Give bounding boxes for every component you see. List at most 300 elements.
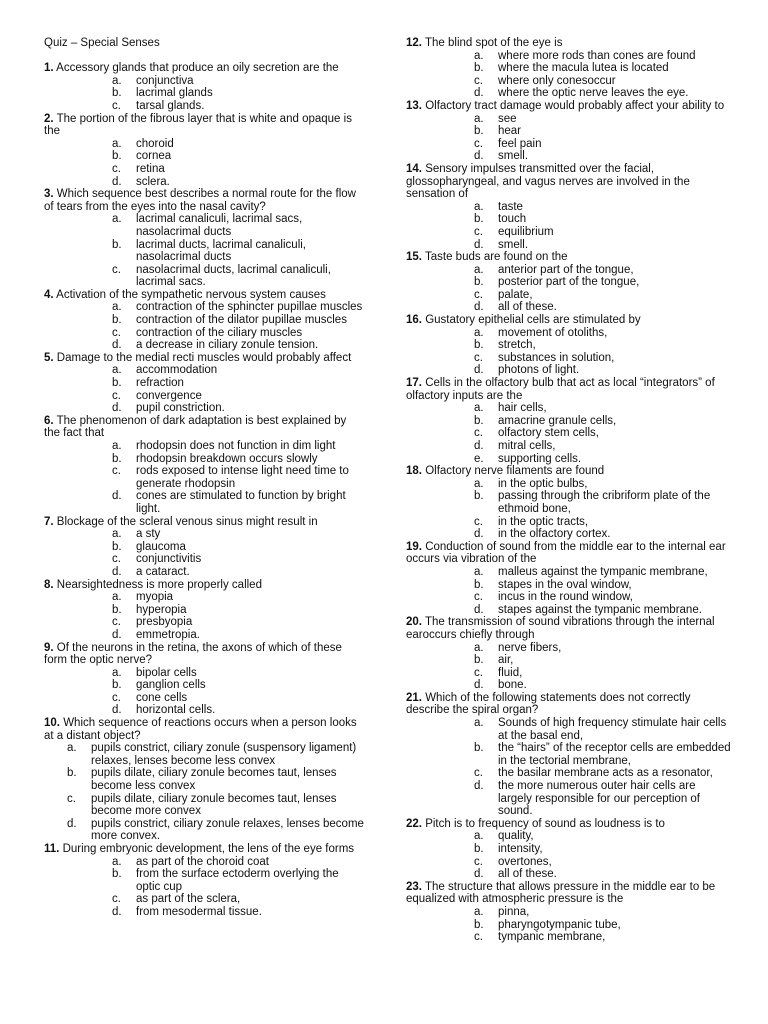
option-letter: d. (112, 339, 122, 352)
answer-option (112, 553, 364, 566)
option-letter: c. (112, 691, 121, 704)
answer-option (67, 767, 364, 792)
option-letter: b. (474, 414, 484, 427)
option-text: choroid (136, 137, 174, 150)
option-text: palate, (498, 288, 533, 301)
question-text: During embryonic development, the lens of the eye forms (62, 843, 355, 855)
question-12 (406, 37, 732, 100)
question-text: Cells in the olfactory bulb that act as local “integrators” of olfactory inputs are the (406, 377, 715, 402)
option-text: Sounds of high frequency stimulate hair cells at the basal end, (498, 717, 727, 742)
option-letter: d. (112, 175, 122, 188)
answer-option (474, 226, 732, 239)
answer-option (474, 125, 732, 138)
option-text: as part of the choroid coat (136, 855, 269, 868)
question-text: Damage to the medial recti muscles would probably affect (56, 351, 352, 364)
question-text: Which of the following statements does not correctly describe the spiral organ? (406, 691, 691, 717)
question-stem (44, 352, 364, 365)
question-number: 4. (44, 288, 54, 301)
answer-option (474, 87, 732, 100)
question-6 (44, 415, 364, 516)
option-letter: b. (474, 339, 484, 352)
answer-options (406, 201, 732, 251)
question-21 (406, 692, 732, 818)
option-letter: c. (112, 389, 121, 402)
option-letter: d. (474, 238, 484, 251)
option-letter: d. (474, 364, 484, 377)
option-letter: c. (67, 792, 76, 805)
answer-options (44, 440, 364, 516)
answer-options (44, 528, 364, 578)
option-text: olfactory stem cells, (498, 427, 599, 440)
option-letter: c. (474, 591, 483, 604)
option-text: conjunctiva (136, 74, 194, 87)
answer-option (474, 427, 732, 440)
option-text: cornea (136, 150, 172, 163)
answer-option (474, 289, 732, 302)
option-text: rods exposed to intense light need time to generate rhodopsin (136, 465, 349, 490)
question-text: Nearsightedness is more properly called (56, 578, 262, 591)
option-text: as part of the sclera, (136, 893, 241, 906)
answer-option (474, 138, 732, 151)
question-number: 12. (406, 37, 422, 49)
answer-option (474, 150, 732, 163)
answer-option (474, 213, 732, 226)
question-text: Accessory glands that produce an oily secretion are the (56, 62, 339, 75)
answer-option (112, 704, 364, 717)
question-20 (406, 616, 732, 692)
answer-option (474, 767, 732, 780)
answer-option (474, 667, 732, 680)
option-letter: d. (67, 817, 77, 830)
option-text: touch (498, 213, 527, 226)
option-letter: a. (67, 742, 77, 755)
question-17 (406, 377, 732, 465)
answer-options (44, 138, 364, 188)
question-9 (44, 642, 364, 718)
option-letter: c. (112, 465, 121, 478)
answer-option (112, 138, 364, 151)
answer-option (112, 856, 364, 869)
question-number: 14. (406, 162, 422, 175)
question-text: Blockage of the scleral venous sinus might result in (56, 515, 318, 528)
answer-option (112, 314, 364, 327)
option-text: lacrimal canaliculi, lacrimal sacs, nasolacrimal ducts (136, 213, 303, 238)
option-text: pupil constriction. (136, 402, 225, 415)
question-4 (44, 289, 364, 352)
option-letter: b. (112, 868, 122, 881)
answer-option (112, 591, 364, 604)
answer-option (474, 579, 732, 592)
question-stem (44, 415, 364, 440)
option-letter: d. (474, 87, 484, 100)
answer-option (112, 264, 364, 289)
question-stem (406, 163, 732, 201)
answer-option (474, 301, 732, 314)
question-number: 13. (406, 99, 422, 112)
option-text: quality, (498, 830, 534, 843)
option-letter: c. (474, 515, 483, 528)
option-letter: b. (474, 578, 484, 591)
question-stem (44, 516, 364, 529)
answer-option (474, 402, 732, 415)
option-letter: c. (112, 326, 121, 339)
option-text: glaucoma (136, 540, 186, 553)
question-text: Olfactory nerve filaments are found (425, 465, 605, 478)
question-5 (44, 352, 364, 415)
answer-options (44, 856, 364, 919)
option-text: where more rods than cones are found (498, 49, 696, 62)
option-letter: a. (112, 666, 122, 679)
question-number: 9. (44, 641, 54, 654)
answer-option (474, 856, 732, 869)
option-text: all of these. (498, 868, 557, 881)
answer-option (474, 239, 732, 252)
answer-option (112, 377, 364, 390)
option-text: pharyngotympanic tube, (498, 918, 621, 931)
answer-options (406, 830, 732, 880)
question-stem (406, 251, 732, 264)
option-text: horizontal cells. (136, 704, 216, 717)
answer-option (474, 352, 732, 365)
option-text: pupils constrict, ciliary zonule (suspensory ligament) relaxes, lenses become less convex (91, 742, 357, 767)
answer-option (112, 868, 364, 893)
question-text: Gustatory epithelial cells are stimulated by (425, 314, 641, 327)
option-letter: b. (112, 540, 122, 553)
option-letter: b. (112, 603, 122, 616)
option-text: where the macula lutea is located (498, 62, 669, 75)
question-stem (406, 314, 732, 327)
left-column (44, 37, 364, 919)
answer-option (112, 176, 364, 189)
option-letter: b. (474, 654, 484, 667)
option-letter: a. (474, 830, 484, 843)
answer-option (474, 364, 732, 377)
option-letter: d. (112, 905, 122, 918)
quiz-title: Quiz – Special Senses (44, 37, 160, 49)
option-letter: c. (474, 666, 483, 679)
option-text: lacrimal ducts, lacrimal canaliculi, nasolacrimal ducts (136, 238, 306, 264)
option-text: hear (498, 125, 522, 138)
answer-option (112, 566, 364, 579)
answer-options (406, 566, 732, 616)
question-stem (44, 642, 364, 667)
answer-option (474, 113, 732, 126)
option-text: bone. (498, 679, 527, 692)
question-15 (406, 251, 732, 314)
option-letter: d. (474, 150, 484, 163)
option-letter: c. (474, 137, 483, 150)
option-letter: b. (474, 125, 484, 138)
question-number: 23. (406, 880, 422, 893)
option-text: the more numerous outer hair cells are largely responsible for our perception of sound. (498, 780, 701, 818)
option-text: a sty (136, 528, 161, 541)
option-text: supporting cells. (498, 452, 582, 465)
question-number: 1. (44, 62, 54, 75)
option-letter: b. (474, 918, 484, 931)
question-text: Conduction of sound from the middle ear to the internal ear occurs via vibration of the (406, 540, 726, 566)
answer-option (112, 402, 364, 415)
question-number: 7. (44, 515, 54, 528)
answer-options (406, 50, 732, 100)
answer-options (44, 75, 364, 113)
option-letter: a. (112, 213, 122, 226)
option-letter: d. (474, 868, 484, 881)
option-letter: b. (112, 150, 122, 163)
option-letter: a. (474, 112, 484, 125)
answer-option (474, 654, 732, 667)
option-text: where the optic nerve leaves the eye. (498, 87, 689, 100)
option-letter: c. (474, 767, 483, 780)
answer-option (112, 390, 364, 403)
question-number: 2. (44, 112, 54, 125)
answer-option (474, 264, 732, 277)
option-text: taste (498, 200, 523, 213)
question-stem (44, 62, 364, 75)
option-letter: d. (474, 780, 484, 793)
option-letter: b. (474, 276, 484, 289)
option-text: emmetropia. (136, 628, 200, 641)
answer-option (474, 931, 732, 944)
answer-option (474, 830, 732, 843)
option-text: pupils dilate, ciliary zonule becomes taut, lenses become less convex (91, 767, 337, 793)
question-stem (406, 818, 732, 831)
question-list-left (44, 62, 364, 918)
question-number: 20. (406, 616, 422, 629)
option-text: refraction (136, 377, 184, 390)
option-text: pinna, (498, 905, 530, 918)
question-text: The portion of the fibrous layer that is white and opaque is the (44, 112, 352, 138)
option-letter: a. (474, 641, 484, 654)
question-text: The blind spot of the eye is (425, 37, 563, 49)
option-text: movement of otoliths, (498, 326, 608, 339)
answer-option (474, 843, 732, 856)
option-letter: c. (112, 99, 121, 112)
option-text: rhodopsin breakdown occurs slowly (136, 452, 318, 465)
option-letter: c. (112, 616, 121, 629)
option-text: pupils dilate, ciliary zonule becomes taut, lenses become more convex (91, 792, 337, 818)
option-text: myopia (136, 591, 174, 604)
answer-option (112, 629, 364, 642)
option-text: from mesodermal tissue. (136, 905, 262, 918)
question-text: The transmission of sound vibrations through the internal earoccurs chiefly through (406, 616, 715, 641)
question-text: The structure that allows pressure in the middle ear to be equalized with atmospheric pressure is the (406, 880, 716, 906)
option-letter: b. (112, 314, 122, 327)
option-text: passing through the cribriform plate of the ethmoid bone, (498, 490, 711, 515)
question-23 (406, 881, 732, 944)
option-letter: c. (112, 553, 121, 566)
answer-option (112, 364, 364, 377)
question-10 (44, 717, 364, 843)
question-stem (406, 881, 732, 906)
question-number: 17. (406, 377, 422, 390)
option-letter: e. (474, 452, 484, 465)
option-letter: d. (112, 628, 122, 641)
option-text: rhodopsin does not function in dim light (136, 440, 336, 452)
answer-option (112, 87, 364, 100)
answer-option (112, 239, 364, 264)
option-text: retina (136, 162, 165, 175)
answer-option (474, 742, 732, 767)
option-letter: c. (474, 288, 483, 301)
option-text: bipolar cells (136, 666, 197, 679)
answer-options (44, 742, 364, 843)
question-8 (44, 579, 364, 642)
option-letter: d. (474, 679, 484, 692)
question-22 (406, 818, 732, 881)
answer-options (44, 301, 364, 351)
question-7 (44, 516, 364, 579)
option-text: feel pain (498, 137, 542, 150)
answer-option (112, 692, 364, 705)
answer-option (112, 163, 364, 176)
answer-option (112, 327, 364, 340)
option-letter: c. (474, 351, 483, 364)
question-number: 6. (44, 414, 54, 427)
answer-option (112, 490, 364, 515)
option-text: overtones, (498, 855, 552, 868)
answer-option (112, 893, 364, 906)
answer-option (112, 150, 364, 163)
answer-option (67, 793, 364, 818)
answer-option (474, 906, 732, 919)
question-text: Sensory impulses transmitted over the facial, glossopharyngeal, and vagus nerves are involved in the sensation of (406, 162, 690, 201)
option-letter: b. (474, 490, 484, 503)
answer-options (406, 478, 732, 541)
option-text: anterior part of the tongue, (498, 263, 634, 276)
option-text: convergence (136, 389, 202, 402)
answer-option (112, 541, 364, 554)
option-letter: d. (112, 490, 122, 503)
question-number: 10. (44, 717, 60, 730)
question-text: Of the neurons in the retina, the axons of which of these form the optic nerve? (44, 641, 342, 667)
question-16 (406, 314, 732, 377)
question-number: 11. (44, 843, 60, 855)
option-letter: b. (112, 238, 122, 251)
answer-option (474, 516, 732, 529)
option-text: stapes in the oval window, (498, 578, 632, 591)
option-text: in the optic tracts, (498, 515, 589, 528)
answer-options (406, 717, 732, 818)
option-text: malleus against the tympanic membrane, (498, 565, 708, 578)
option-letter: a. (112, 74, 122, 87)
answer-options (406, 264, 732, 314)
option-text: all of these. (498, 301, 557, 314)
option-text: nerve fibers, (498, 641, 562, 654)
question-stem (406, 465, 732, 478)
question-number: 21. (406, 691, 422, 704)
answer-option (112, 453, 364, 466)
option-letter: a. (474, 905, 484, 918)
answer-option (474, 339, 732, 352)
option-letter: b. (112, 377, 122, 390)
option-letter: d. (474, 301, 484, 314)
answer-option (474, 868, 732, 881)
question-stem (406, 377, 732, 402)
question-number: 8. (44, 578, 54, 591)
option-letter: d. (112, 402, 122, 415)
option-text: presbyopia (136, 616, 193, 629)
answer-option (474, 276, 732, 289)
answer-option (474, 478, 732, 491)
question-number: 19. (406, 540, 422, 553)
answer-option (112, 465, 364, 490)
option-letter: a. (112, 528, 122, 541)
option-letter: d. (112, 565, 122, 578)
answer-option (474, 566, 732, 579)
option-letter: c. (474, 427, 483, 440)
answer-options (406, 113, 732, 163)
question-text: Which sequence of reactions occurs when a person looks at a distant object? (44, 717, 357, 742)
option-text: the “hairs” of the receptor cells are embedded in the tectorial membrane, (498, 742, 731, 767)
option-text: stapes against the tympanic membrane. (498, 603, 702, 616)
option-text: mitral cells, (498, 440, 556, 452)
answer-options (406, 327, 732, 377)
option-text: incus in the round window, (498, 591, 633, 604)
question-2 (44, 113, 364, 189)
option-letter: a. (112, 364, 122, 377)
answer-option (112, 604, 364, 617)
question-text: Olfactory tract damage would probably affect your ability to (425, 99, 725, 112)
option-text: posterior part of the tongue, (498, 276, 640, 289)
option-letter: d. (474, 528, 484, 541)
question-stem (44, 579, 364, 592)
option-text: photons of light. (498, 364, 580, 377)
answer-option (112, 679, 364, 692)
answer-option (474, 490, 732, 515)
option-text: stretch, (498, 339, 536, 352)
option-text: a cataract. (136, 565, 190, 578)
answer-option (474, 440, 732, 453)
answer-options (44, 364, 364, 414)
answer-option (474, 679, 732, 692)
option-letter: a. (112, 137, 122, 150)
option-text: hair cells, (498, 402, 547, 415)
question-1 (44, 62, 364, 112)
option-letter: a. (474, 263, 484, 276)
answer-option (474, 453, 732, 466)
option-letter: c. (474, 931, 483, 944)
answer-option (112, 667, 364, 680)
option-text: hyperopia (136, 603, 187, 616)
option-text: contraction of the dilator pupillae muscles (136, 314, 347, 327)
question-list-right (406, 37, 732, 944)
question-stem (44, 717, 364, 742)
question-number: 5. (44, 351, 54, 364)
option-letter: a. (474, 326, 484, 339)
answer-options (406, 402, 732, 465)
question-stem (406, 100, 732, 113)
option-letter: b. (67, 767, 77, 780)
option-letter: a. (474, 402, 484, 415)
option-letter: a. (474, 49, 484, 62)
answer-option (112, 906, 364, 919)
question-3 (44, 188, 364, 289)
option-letter: a. (112, 855, 122, 868)
answer-option (474, 591, 732, 604)
question-13 (406, 100, 732, 163)
option-text: from the surface ectoderm overlying the optic cup (136, 868, 339, 893)
option-text: see (498, 112, 517, 125)
answer-option (474, 201, 732, 214)
answer-option (112, 528, 364, 541)
option-text: tympanic membrane, (498, 931, 606, 944)
answer-options (406, 642, 732, 692)
answer-option (112, 213, 364, 238)
option-text: smell. (498, 150, 529, 163)
question-18 (406, 465, 732, 541)
question-stem (44, 188, 364, 213)
answer-option (67, 742, 364, 767)
